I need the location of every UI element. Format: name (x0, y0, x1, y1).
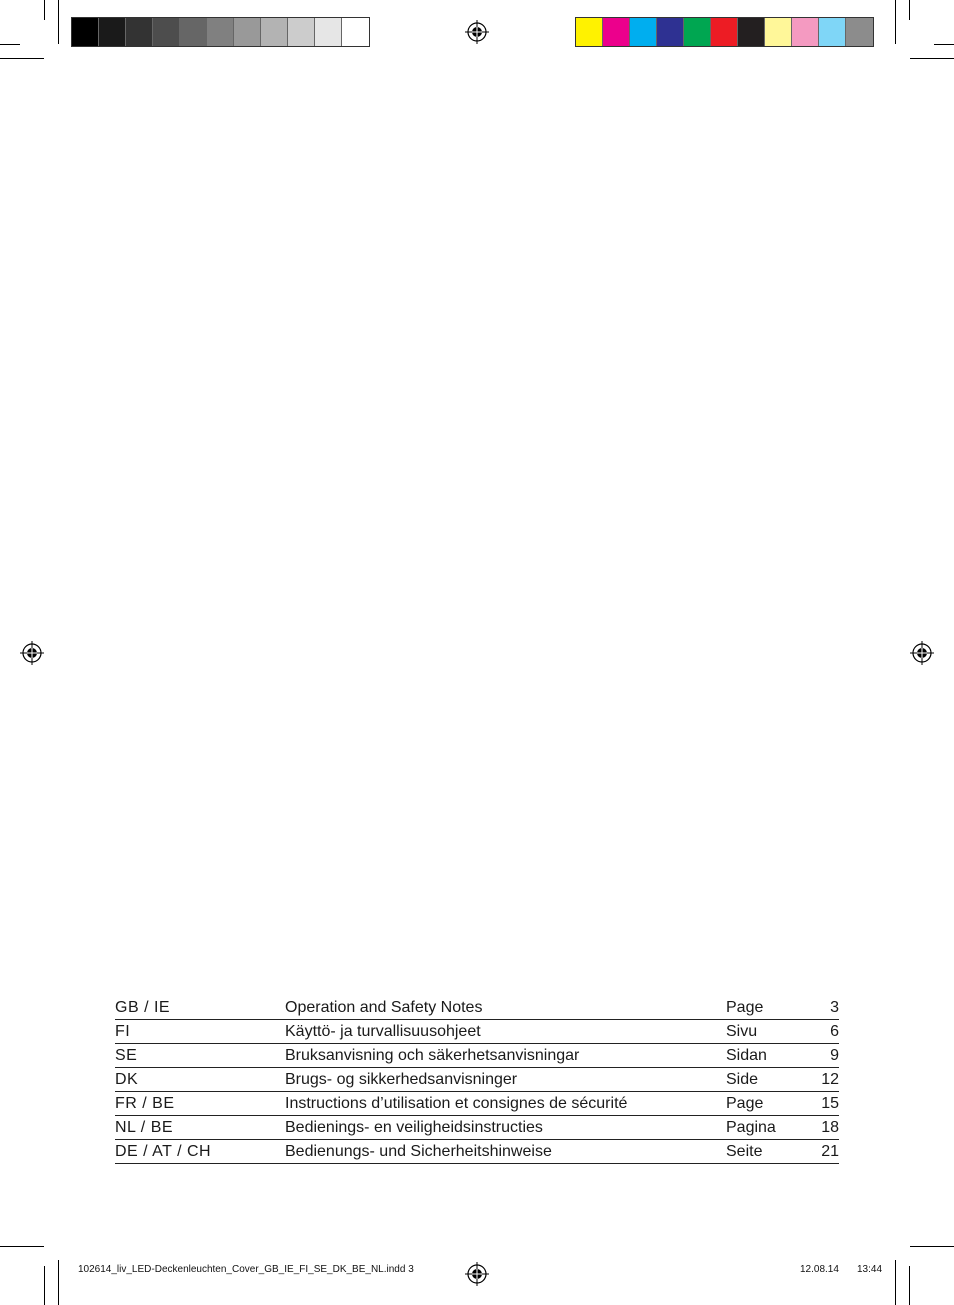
toc-page-number: 6 (830, 1023, 839, 1040)
process-color-swatch (603, 18, 630, 46)
process-color-swatch (657, 18, 684, 46)
process-color-swatch (738, 18, 765, 46)
grayscale-swatch (288, 18, 315, 46)
slug-time: 13:44 (857, 1264, 883, 1275)
toc-page-label: Page (726, 1095, 764, 1112)
process-color-swatch (792, 18, 819, 46)
crop-mark-bl-v (44, 1266, 45, 1305)
crop-mark-bl-v2 (58, 1260, 59, 1305)
toc-page-label: Page (726, 999, 764, 1016)
grayscale-swatch (72, 18, 99, 46)
toc-row[interactable] (115, 1045, 839, 1068)
toc-language: DE / AT / CH (115, 1143, 212, 1160)
toc-row[interactable] (115, 997, 839, 1020)
toc-title: Bruksanvisning och säkerhetsanvisningar (285, 1047, 580, 1064)
grayscale-swatch (234, 18, 261, 46)
crop-mark-bl-h (0, 1246, 44, 1247)
toc-page-label: Seite (726, 1143, 763, 1160)
grayscale-swatch (315, 18, 342, 46)
process-color-swatch (819, 18, 846, 46)
registration-mark-left-icon (20, 641, 44, 665)
grayscale-swatch (342, 18, 369, 46)
toc-row[interactable] (115, 1069, 839, 1092)
toc-language: GB / IE (115, 999, 171, 1016)
toc-title: Bedienungs- und Sicherheitshinweise (285, 1143, 552, 1160)
toc-language: FI (115, 1023, 131, 1040)
toc-language: DK (115, 1071, 139, 1088)
toc-title: Bedienings- en veiligheidsinstructies (285, 1119, 543, 1136)
toc-title: Operation and Safety Notes (285, 999, 483, 1016)
slug-date: 12.08.14 (800, 1264, 839, 1275)
grayscale-swatch (99, 18, 126, 46)
toc-title: Käyttö- ja turvallisuusohjeet (285, 1023, 481, 1040)
process-color-swatch (630, 18, 657, 46)
crop-mark-tl-h2 (0, 58, 44, 59)
toc-page-label: Sivu (726, 1023, 758, 1040)
toc-page-number: 9 (830, 1047, 839, 1064)
toc-title: Instructions d’utilisation et consignes de sécurité (285, 1095, 628, 1112)
grayscale-swatch (126, 18, 153, 46)
process-color-swatch (711, 18, 738, 46)
crop-mark-br-h (910, 1246, 954, 1247)
crop-mark-tr-h2 (910, 58, 954, 59)
grayscale-swatch (180, 18, 207, 46)
toc-page-number: 15 (821, 1095, 839, 1112)
grayscale-swatch (261, 18, 288, 46)
process-color-swatch (765, 18, 792, 46)
process-color-swatch (846, 18, 873, 46)
toc-page-label: Sidan (726, 1047, 767, 1064)
crop-mark-tr-h (934, 44, 954, 45)
toc-page-number: 3 (830, 999, 839, 1016)
toc-page-number: 21 (821, 1143, 839, 1160)
crop-mark-tl-v2 (58, 0, 59, 44)
toc-row[interactable] (115, 1117, 839, 1140)
toc-page-number: 18 (821, 1119, 839, 1136)
toc-row[interactable] (115, 1093, 839, 1116)
crop-mark-br-v (909, 1266, 910, 1305)
crop-mark-tl-v (44, 0, 45, 20)
registration-mark-right-icon (910, 641, 934, 665)
slug-filename: 102614_liv_LED-Deckenleuchten_Cover_GB_IE_FI_SE_DK_BE_NL.indd 3 (78, 1264, 414, 1275)
toc-page-label: Side (726, 1071, 759, 1088)
registration-mark-bottom-icon (465, 1262, 489, 1286)
crop-mark-tr-v2 (895, 0, 896, 44)
crop-mark-tr-v (909, 0, 910, 20)
grayscale-color-bar (71, 17, 370, 47)
toc-language: FR / BE (115, 1095, 175, 1112)
process-color-bar (575, 17, 874, 47)
language-contents-table (115, 997, 839, 1164)
registration-mark-top-icon (465, 20, 489, 44)
grayscale-swatch (207, 18, 234, 46)
toc-page-label: Pagina (726, 1119, 776, 1136)
toc-language: NL / BE (115, 1119, 174, 1136)
toc-row[interactable] (115, 1021, 839, 1044)
grayscale-swatch (153, 18, 180, 46)
crop-mark-br-v2 (895, 1260, 896, 1305)
toc-row[interactable] (115, 1141, 839, 1164)
crop-mark-tl-h (0, 44, 20, 45)
toc-title: Brugs- og sikkerhedsanvisninger (285, 1071, 518, 1088)
process-color-swatch (576, 18, 603, 46)
process-color-swatch (684, 18, 711, 46)
toc-language: SE (115, 1047, 138, 1064)
toc-page-number: 12 (821, 1071, 839, 1088)
